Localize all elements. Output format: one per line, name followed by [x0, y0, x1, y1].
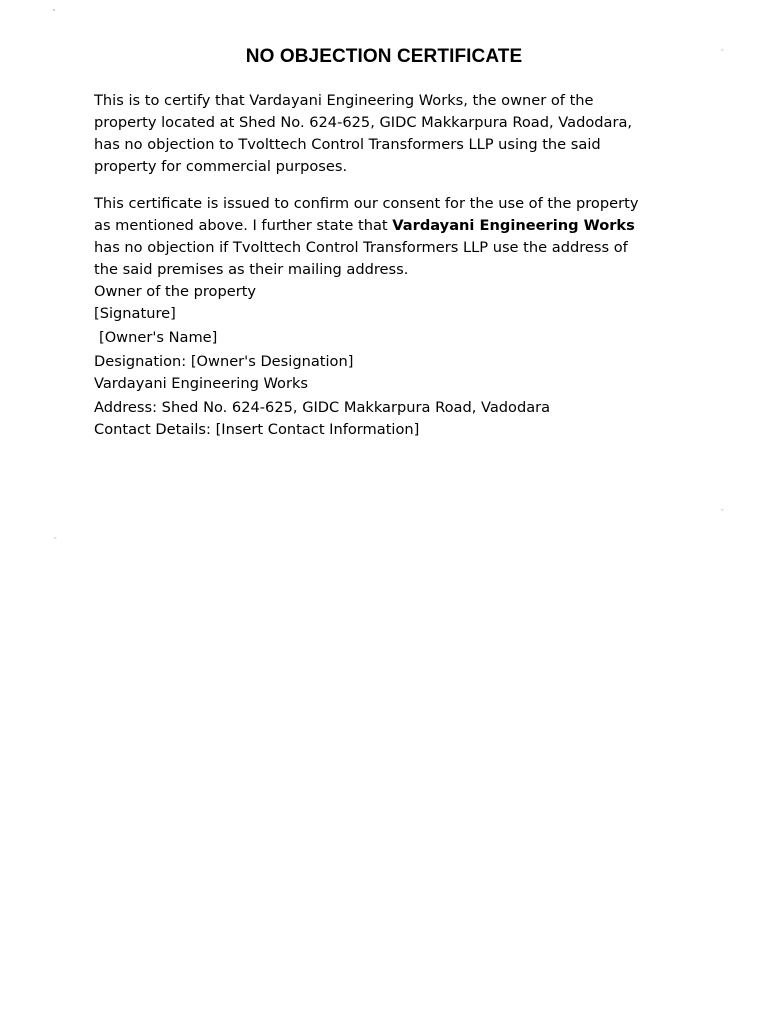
paragraph-line: has no objection to Tvolttech Control Transformers LLP using the said [94, 136, 601, 153]
corner-mark-top-right: ˄ [720, 49, 725, 59]
document-title: NO OBJECTION CERTIFICATE [245, 46, 523, 67]
address-line: Address: Shed No. 624-625, GIDC Makkarpura Road, Vadodara [94, 399, 551, 416]
owner-label: Owner of the property [94, 283, 257, 300]
contact-line: Contact Details: [Insert Contact Information] [94, 421, 420, 438]
document-body [94, 90, 684, 441]
corner-mark-mid-left: ˂ [53, 537, 58, 547]
paragraph-line: property for commercial purposes. [94, 158, 348, 175]
corner-mark-top-left: ` [52, 9, 57, 20]
paragraph-certification [94, 90, 684, 178]
paragraph-line: This certificate is issued to confirm our consent for the use of the property [94, 195, 639, 212]
signature-block [94, 281, 684, 441]
paragraph-line: property located at Shed No. 624-625, GIDC Makkarpura Road, Vadodara, [94, 114, 633, 131]
paragraph-consent [94, 193, 684, 281]
owner-name-placeholder: [Owner's Name] [99, 329, 218, 346]
company-line: Vardayani Engineering Works [94, 375, 309, 392]
designation-line: Designation: [Owner's Designation] [94, 353, 354, 370]
paragraph-line: has no objection if Tvolttech Control Transformers LLP use the address of [94, 239, 628, 256]
paragraph-line [94, 215, 684, 237]
paragraph-line: This is to certify that Vardayani Engineering Works, the owner of the [94, 92, 594, 109]
signature-placeholder: [Signature] [94, 305, 176, 322]
paragraph-text: as mentioned above. I further state that [94, 217, 393, 234]
paragraph-line: the said premises as their mailing address. [94, 261, 409, 278]
corner-mark-mid-right: ˅ [720, 509, 725, 519]
company-name-bold: Vardayani Engineering Works [392, 217, 635, 234]
